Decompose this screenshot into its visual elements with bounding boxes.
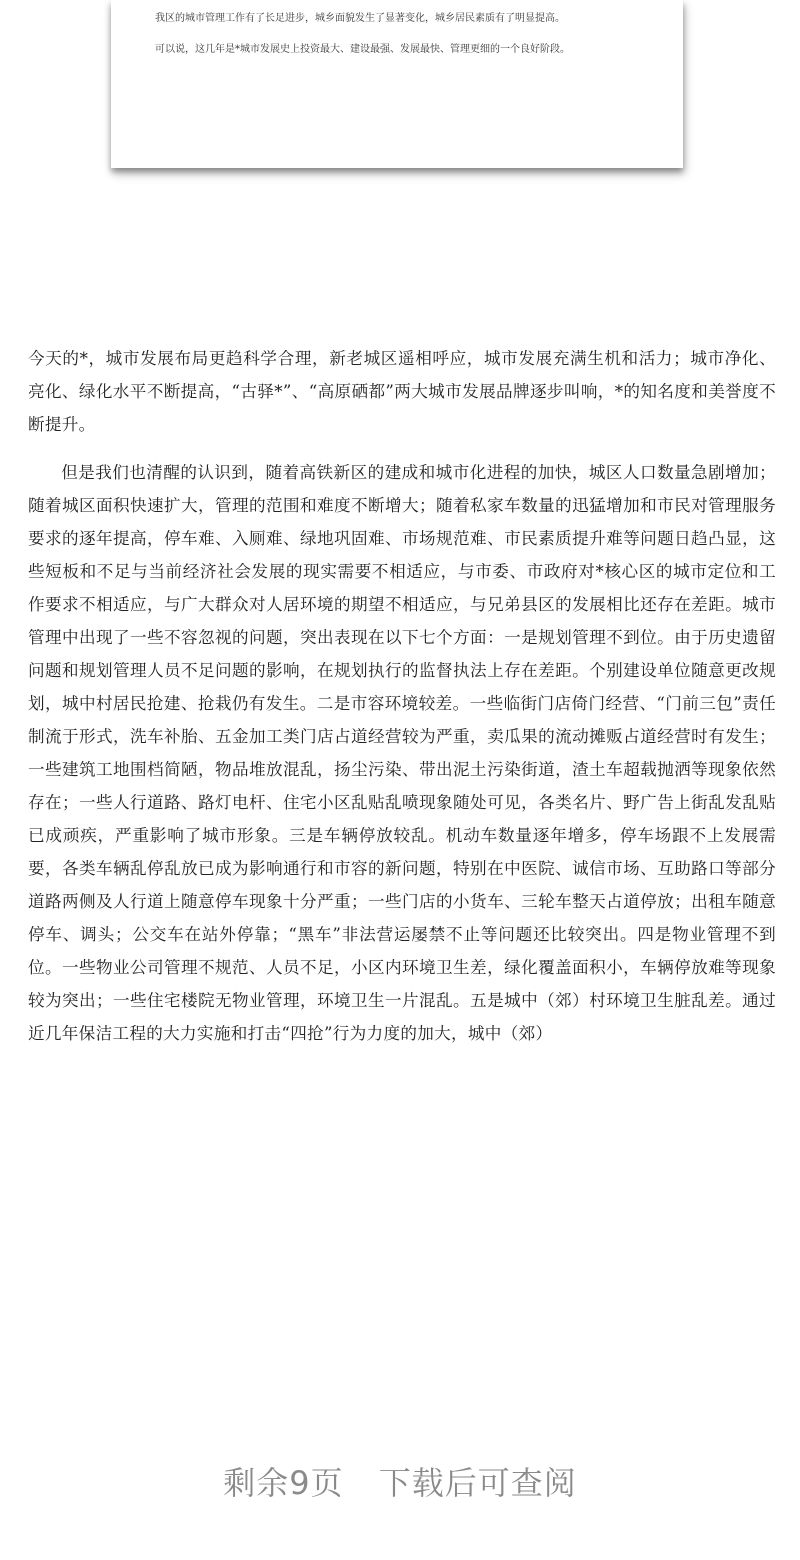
preview-text-line: 我区的城市管理工作有了长足进步，城乡面貌发生了显著变化，城乡居民素质有了明显提高。 (155, 13, 565, 24)
document-body (28, 342, 776, 1050)
download-banner[interactable] (0, 1458, 800, 1504)
document-page-preview (111, 0, 683, 168)
remaining-pages-label: 剩余9页 (223, 1464, 344, 1502)
download-prompt-label: 下载后可查阅 (378, 1464, 577, 1502)
preview-text-line: 可以说，这几年是*城市发展史上投资最大、建设最强、发展最快、管理更细的一个良好阶段。 (155, 44, 570, 55)
paragraph: 今天的*，城市发展布局更趋科学合理，新老城区遥相呼应，城市发展充满生机和活力；城市净化、亮化、绿化水平不断提高，“古驿*”、“高原硒都”两大城市发展品牌逐步叫响，*的知名度和美誉度不断提升。 (28, 349, 776, 434)
paragraph: 但是我们也清醒的认识到，随着高铁新区的建成和城市化进程的加快，城区人口数量急剧增加；随着城区面积快速扩大，管理的范围和难度不断增大；随着私家车数量的迅猛增加和市民对管理服务要求的逐年提高，停车难、入厕难、绿地巩固难、市场规范难、市民素质提升难等问题日趋凸显，这些短板和不足与当前经济社会发展的现实需要不相适应，与市委、市政府对*核心区的城市定位和工作要求不相适应，与广大群众对人居环境的期望不相适应，与兄弟县区的发展相比还存在差距。城市管理中出现了一些不容忽视的问题，突出表现在以下七个方面：一是规划管理不到位。由于历史遗留问题和规划管理人员不足问题的影响，在规划执行的监督执法上存在差距。个别建设单位随意更改规划，城中村居民抢建、抢栽仍有发生。二是市容环境较差。一些临街门店倚门经营、“门前三包”责任制流于形式，洗车补胎、五金加工类门店占道经营较为严重，卖瓜果的流动摊贩占道经营时有发生；一些建筑工地围档简陋，物品堆放混乱，扬尘污染、带出泥土污染街道，渣土车超载抛洒等现象依然存在；一些人行道路、路灯电杆、住宅小区乱贴乱喷现象随处可见，各类名片、野广告上街乱发乱贴已成顽疾，严重影响了城市形象。三是车辆停放较乱。机动车数量逐年增多，停车场跟不上发展需要，各类车辆乱停乱放已成为影响通行和市容的新问题，特别在中医院、诚信市场、互助路口等部分道路两侧及人行道上随意停车现象十分严重；一些门店的小货车、三轮车整天占道停放；出租车随意停车、调头；公交车在站外停靠；“黑车”非法营运屡禁不止等问题还比较突出。四是物业管理不到位。一些物业公司管理不规范、人员不足，小区内环境卫生差，绿化覆盖面积小，车辆停放难等现象较为突出；一些住宅楼院无物业管理，环境卫生一片混乱。五是城中（郊）村环境卫生脏乱差。通过近几年保洁工程的大力实施和打击“四抢”行为力度的加大，城中（郊） (28, 463, 776, 1043)
